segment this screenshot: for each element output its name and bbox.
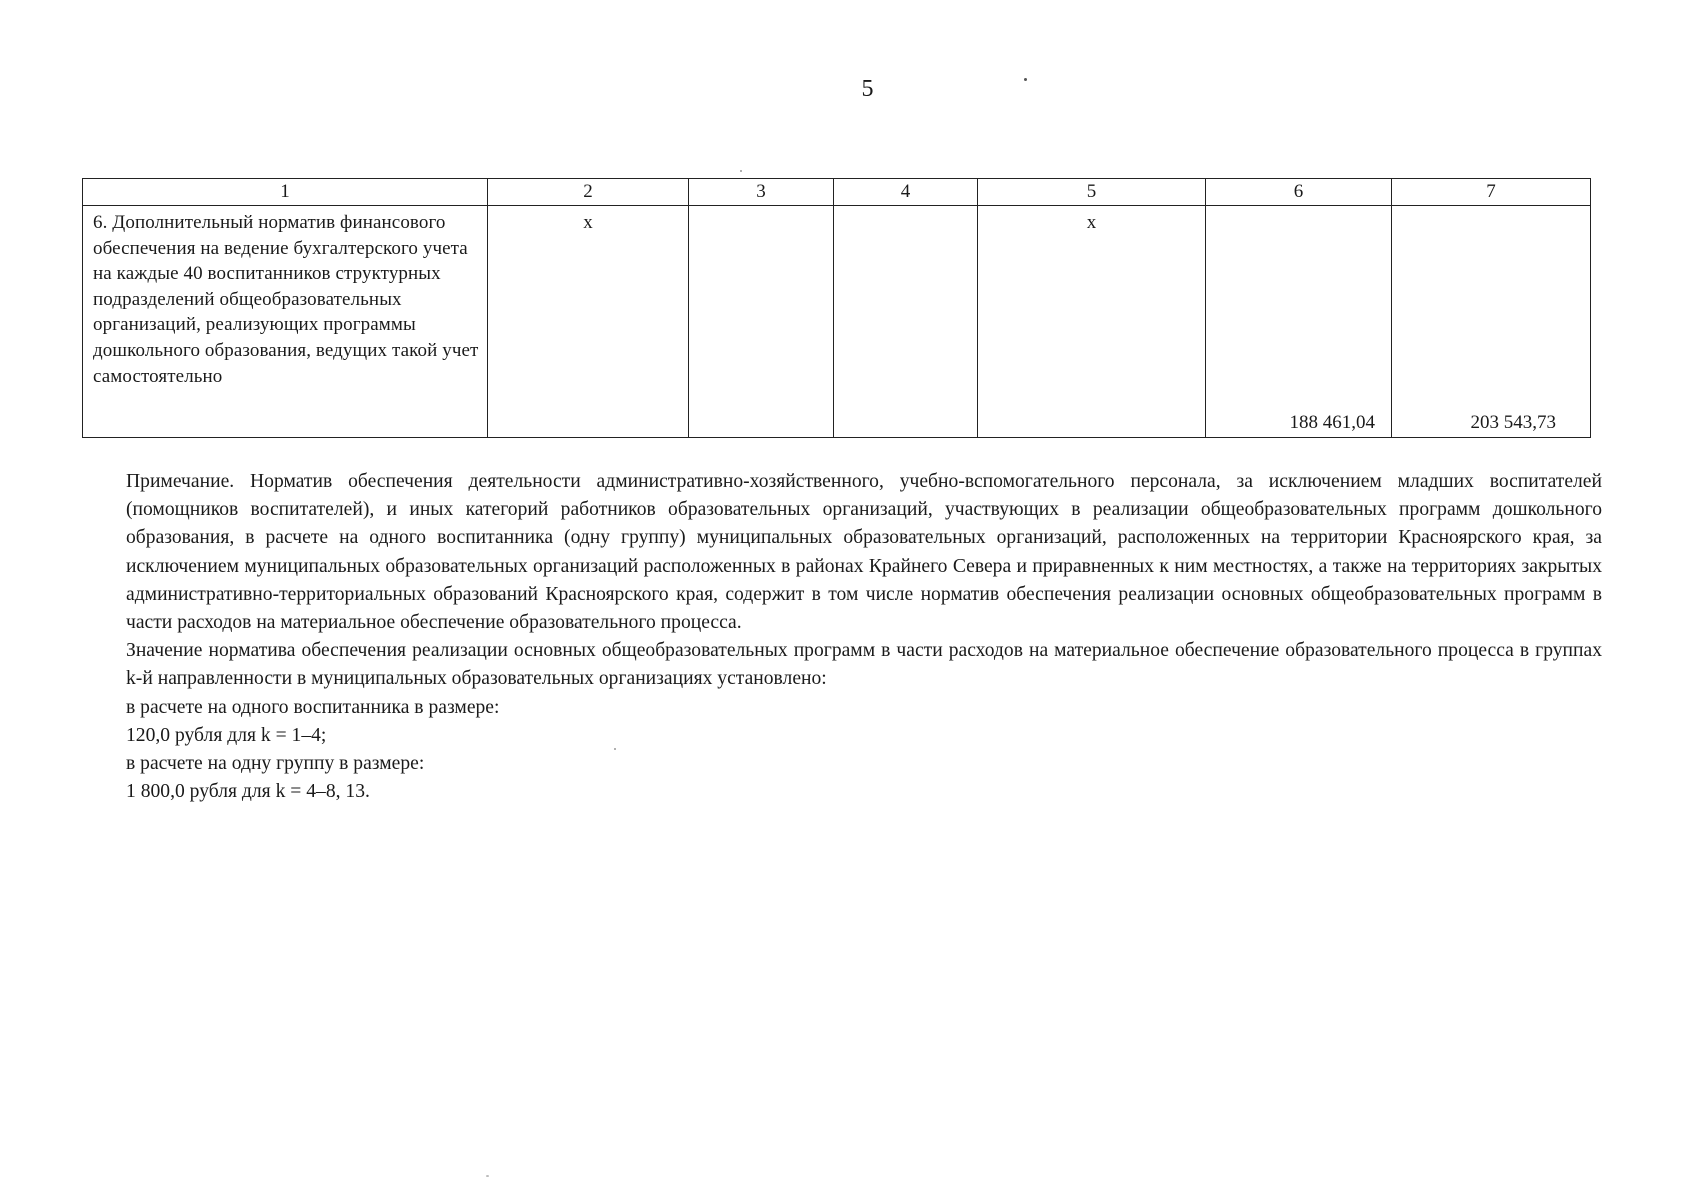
row-label-line: бухгалтерского учета на каждые: [93, 237, 468, 285]
cell-col2: x: [488, 206, 689, 438]
column-header: 7: [1392, 179, 1591, 206]
column-header: 5: [978, 179, 1206, 206]
page-number: 5: [861, 76, 874, 102]
row-label-line: дошкольного образования, ведущих: [93, 339, 388, 361]
cell-col6-value: 188 461,04: [1206, 206, 1392, 438]
row-label-line: финансового обеспечения на ведение: [93, 212, 446, 259]
cell-col7-value: 203 543,73: [1392, 206, 1591, 438]
note-line-per-group: в расчете на одну группу в размере:: [126, 753, 425, 775]
note-line-rate-1: 120,0 рубля для k = 1–4;: [126, 724, 327, 746]
row-label-line: организаций, реализующих программы: [93, 314, 416, 336]
column-header: 3: [689, 179, 834, 206]
cell-col5: x: [978, 206, 1206, 438]
column-header: 1: [83, 179, 488, 206]
table-header-row: [83, 179, 1591, 206]
row-label-line: такой учет самостоятельно: [93, 339, 479, 387]
column-header: 4: [834, 179, 978, 206]
row-label-line: подразделений общеобразовательных: [93, 288, 402, 310]
scan-speck: [1024, 78, 1027, 81]
column-header: 2: [488, 179, 689, 206]
column-header: 6: [1206, 179, 1392, 206]
scan-speck: [740, 170, 742, 172]
row-label-cell: [83, 206, 488, 438]
note-line-per-pupil: в расчете на одного воспитанника в размере:: [126, 696, 500, 718]
norm-table: [82, 178, 1591, 438]
row-label-line: 40 воспитанников структурных: [183, 263, 441, 285]
cell-col3: [689, 206, 834, 438]
table-row: [83, 206, 1591, 438]
row-label-line: 6. Дополнительный норматив: [93, 212, 336, 233]
note-line-rate-2: 1 800,0 рубля для k = 4–8, 13.: [126, 781, 370, 803]
note-paragraph-1: Примечание. Норматив обеспечения деятельности административно-хозяйственного, учебно-вспомогательного персонала, за исключением младших воспитателей (помощников воспитателей), и иных категорий работников образовательных организаций, участвующих в реализации общеобразовательных программ дошкольного образования, в расчете на одного воспитанника (одну группу) муниципальных образовательных организаций, расположенных на территории Красноярского края, за исключением муниципальных образовательных организаций расположенных в районах Крайнего Севера и приравненных к ним местностях, а также на территориях закрытых административно-территориальных образований Красноярского края, содержит в том числе норматив обеспечения реализации основных общеобразовательных программ в части расходов на материальное обеспечение образовательного процесса.: [126, 471, 1602, 634]
cell-col4: [834, 206, 978, 438]
scan-speck: [486, 1175, 489, 1177]
note-block: [126, 468, 1602, 806]
note-paragraph-2: Значение норматива обеспечения реализации основных общеобразовательных программ в части расходов на материальное обеспечение образовательного процесса в группах k-й направленности в муниципальных образовательных организациях установлено:: [126, 640, 1602, 690]
